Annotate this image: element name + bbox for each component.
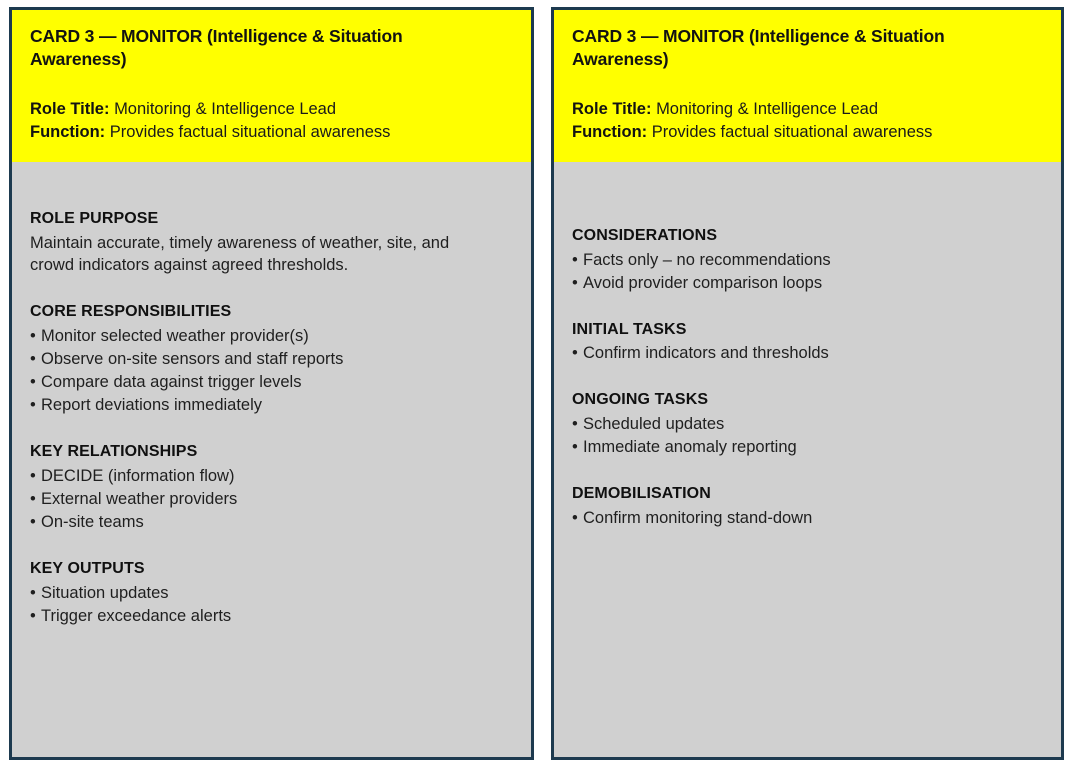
role-title-line-right <box>572 98 1047 122</box>
bullet-icon: • <box>30 583 36 602</box>
list-item-label: Confirm monitoring stand-down <box>583 508 813 527</box>
section-considerations <box>572 225 1047 295</box>
bullet-icon: • <box>572 438 578 457</box>
card-body-right <box>554 162 1061 757</box>
bullet-icon: • <box>572 415 578 434</box>
bullet-list <box>30 325 517 417</box>
section-heading: CORE RESPONSIBILITIES <box>30 303 232 321</box>
function-label-left: Function: <box>30 123 106 142</box>
section-paragraph: Maintain accurate, timely awareness of weather, site, and crowd indicators against agreed thresholds. <box>30 233 450 275</box>
bullet-icon: • <box>30 326 36 345</box>
list-item-label: Compare data against trigger levels <box>41 372 302 391</box>
bullet-list <box>30 465 517 534</box>
card-header-meta-right <box>572 98 1047 145</box>
list-item <box>30 348 517 371</box>
list-item <box>572 342 1047 365</box>
section-heading: CONSIDERATIONS <box>572 227 718 244</box>
bullet-icon: • <box>30 606 36 625</box>
function-value-right: Provides factual situational awareness <box>651 123 933 142</box>
list-item-label: External weather providers <box>41 489 238 508</box>
function-line-right <box>572 121 1047 145</box>
section-core-responsibilities <box>30 301 517 417</box>
role-card-left <box>9 7 534 760</box>
list-item <box>572 272 1047 295</box>
list-item <box>30 371 517 394</box>
bullet-list <box>572 413 1047 459</box>
list-item-label: Observe on-site sensors and staff reports <box>41 349 344 368</box>
bullet-list <box>30 582 517 628</box>
function-label-right: Function: <box>572 123 648 142</box>
card-header-meta-left <box>30 98 517 145</box>
bullet-icon: • <box>572 508 578 527</box>
list-item-label: DECIDE (information flow) <box>41 466 235 485</box>
role-title-value-right: Monitoring & Intelligence Lead <box>656 99 879 118</box>
role-title-label-right: Role Title: <box>572 99 652 118</box>
bullet-list <box>572 249 1047 295</box>
role-title-label-left: Role Title: <box>30 99 110 118</box>
section-heading: KEY OUTPUTS <box>30 559 145 577</box>
section-heading: KEY RELATIONSHIPS <box>30 443 198 461</box>
role-title-line-left <box>30 98 517 122</box>
list-item-label: Report deviations immediately <box>41 396 263 414</box>
section-heading: DEMOBILISATION <box>572 485 711 503</box>
role-title-value-left: Monitoring & Intelligence Lead <box>114 99 337 118</box>
list-item-label: Situation updates <box>41 583 169 602</box>
list-item-label: Confirm indicators and thresholds <box>583 344 829 363</box>
section-heading: ROLE PURPOSE <box>30 210 159 227</box>
bullet-icon: • <box>30 466 36 485</box>
list-item-label: Scheduled updates <box>583 415 725 434</box>
list-item-label: Avoid provider comparison loops <box>583 273 823 292</box>
list-item <box>30 394 517 417</box>
list-item <box>30 488 517 511</box>
bullet-icon: • <box>30 396 36 414</box>
bullet-icon: • <box>572 344 578 363</box>
card-title-left: CARD 3 — MONITOR (Intelligence & Situation Awareness) <box>30 26 403 70</box>
list-item <box>572 436 1047 459</box>
list-item-label: Immediate anomaly reporting <box>583 438 797 457</box>
bullet-icon: • <box>30 349 36 368</box>
bullet-list <box>572 342 1047 365</box>
bullet-icon: • <box>30 512 36 531</box>
list-item <box>572 507 1047 530</box>
bullet-icon: • <box>572 250 578 269</box>
bullet-icon: • <box>30 372 36 391</box>
section-ongoing-tasks <box>572 389 1047 459</box>
list-item <box>572 249 1047 272</box>
section-role-purpose <box>30 208 517 277</box>
card-header-left <box>12 10 531 162</box>
card-body-left <box>12 162 531 757</box>
bullet-icon: • <box>30 489 36 508</box>
bullet-icon: • <box>572 273 578 292</box>
card-header-right <box>554 10 1061 162</box>
section-key-outputs <box>30 558 517 628</box>
list-item <box>30 582 517 605</box>
list-item <box>30 511 517 534</box>
section-heading: INITIAL TASKS <box>572 320 687 338</box>
role-card-right <box>551 7 1064 760</box>
list-item-label: On-site teams <box>41 512 144 531</box>
list-item-label: Trigger exceedance alerts <box>41 606 232 625</box>
function-line-left <box>30 121 517 145</box>
list-item-label: Facts only – no recommendations <box>583 250 831 269</box>
list-item <box>572 413 1047 436</box>
section-heading: ONGOING TASKS <box>572 391 709 409</box>
list-item <box>30 605 517 628</box>
section-initial-tasks <box>572 319 1047 366</box>
card-title-right: CARD 3 — MONITOR (Intelligence & Situation Awareness) <box>572 26 945 70</box>
list-item <box>30 325 517 348</box>
bullet-list <box>572 507 1047 530</box>
function-value-left: Provides factual situational awareness <box>109 123 391 142</box>
list-item-label: Monitor selected weather provider(s) <box>41 326 309 345</box>
section-demobilisation <box>572 483 1047 530</box>
list-item <box>30 465 517 488</box>
section-key-relationships <box>30 441 517 534</box>
